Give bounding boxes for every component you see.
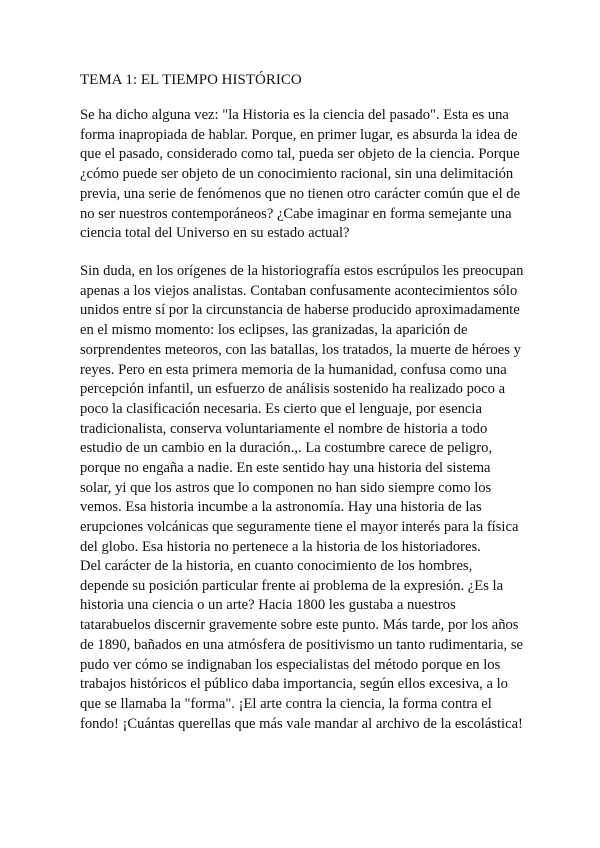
text-line: previa, una serie de fenómenos que no tienen otro carácter común que el de	[80, 185, 521, 202]
text-line: ¿cómo puede ser objeto de un conocimiento racional, sin una delimitación	[80, 166, 514, 183]
text-line: depende su posición particular frente ai problema de la expresión. ¿Es la	[80, 577, 504, 594]
text-line: unidos entre sí por la circunstancia de haberse producido aproximadamente	[80, 302, 520, 319]
text-line: vemos. Esa historia incumbe a la astronomía. Hay una historia de las	[80, 499, 482, 516]
text-line: de 1890, bañados en una atmósfera de positivismo un tanto rudimentaria, se	[80, 636, 523, 653]
text-line: pudo ver cómo se indignaban los especialistas del método porque en los	[80, 656, 501, 673]
paragraph-2	[80, 262, 523, 558]
text-line: ciencia total del Universo en su estado actual?	[80, 225, 350, 242]
text-line: que se llamaba la "forma". ¡El arte contra la ciencia, la forma contra el	[80, 695, 492, 712]
text-line: historia una ciencia o un arte? Hacia 1800 les gustaba a nuestros	[80, 597, 456, 614]
text-line: tradicionalista, conserva voluntariamente el nombre de historia a todo	[80, 420, 488, 437]
text-line: estudio de un cambio en la duración.,. La costumbre carece de peligro,	[80, 440, 493, 457]
text-line: apenas a los viejos analistas. Contaban confusamente acontecimientos sólo	[80, 282, 518, 299]
text-line: forma inapropiada de hablar. Porque, en primer lugar, es absurda la idea de	[80, 126, 518, 143]
text-line: Sin duda, en los orígenes de la historiografía estos escrúpulos les preocupan	[80, 263, 524, 279]
text-line: poco la clasificación necesaria. Es cierto que el lenguaje, por esencia	[80, 400, 482, 417]
text-line: porque no engaña a nadie. En este sentido hay una historia del sistema	[80, 460, 491, 477]
paragraph-3	[80, 557, 523, 734]
text-line: erupciones volcánicas que seguramente tiene el mayor interés para la física	[80, 519, 519, 536]
text-line: percepción infantil, un esfuerzo de análisis sostenido ha realizado poco a	[80, 381, 506, 398]
text-line: Del carácter de la historia, en cuanto conocimiento de los hombres,	[80, 558, 473, 574]
document-title: TEMA 1: EL TIEMPO HISTÓRICO	[80, 72, 302, 88]
text-line: no ser nuestros contemporáneos? ¿Cabe imaginar en forma semejante una	[80, 205, 512, 222]
text-line: sorprendentes meteoros, con las batallas, los tratados, la muerte de héroes y	[80, 341, 521, 358]
text-line: tatarabuelos discernir gravemente sobre este punto. Más tarde, por los años	[80, 617, 519, 634]
text-line: reyes. Pero en esta primera memoria de la humanidad, confusa como una	[80, 361, 507, 378]
text-line: fondo! ¡Cuántas querellas que más vale mandar al archivo de la escolástica!	[80, 715, 523, 732]
text-line: en el mismo momento: los eclipses, las granizadas, la aparición de	[80, 322, 468, 339]
paragraph-1	[80, 106, 520, 244]
text-line: Se ha dicho alguna vez: "la Historia es la ciencia del pasado". Esta es una	[80, 107, 509, 123]
text-line: del globo. Esa historia no pertenece a la historia de los historiadores.	[80, 538, 481, 555]
text-line: solar, yi que los astros que lo componen no han sido siempre como los	[80, 479, 492, 496]
text-line: trabajos históricos el público daba importancia, según ellos excesiva, a lo	[80, 676, 508, 693]
text-line: que el pasado, considerado como tal, pueda ser objeto de la ciencia. Porque	[80, 146, 520, 163]
